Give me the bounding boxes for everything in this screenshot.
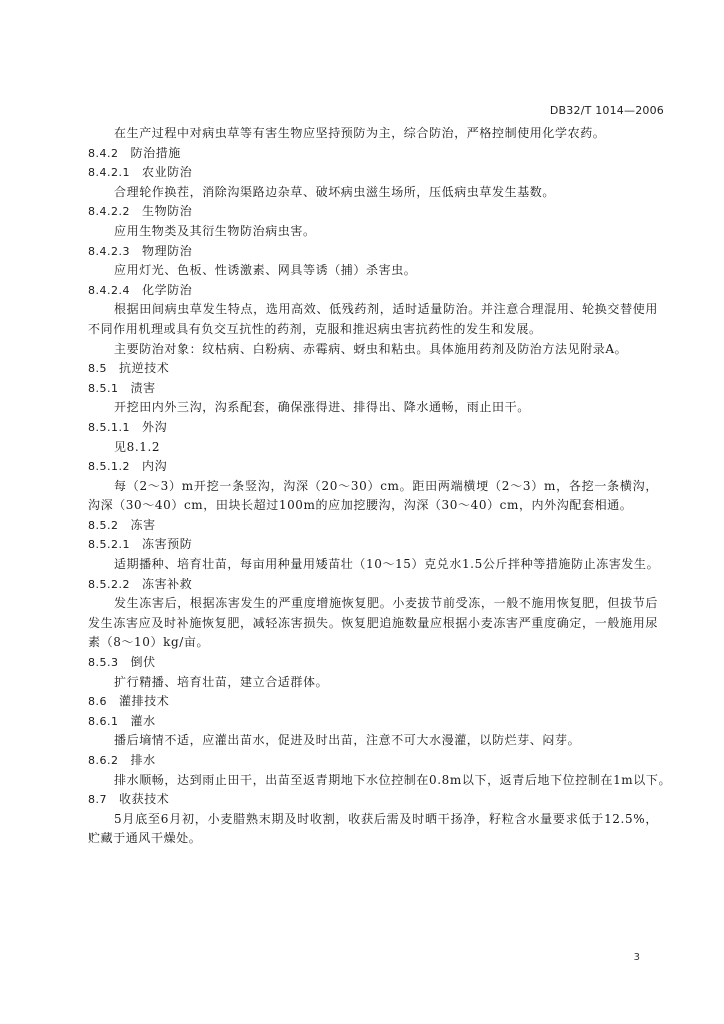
section-number: 8.5.2.2 bbox=[88, 577, 130, 591]
body-line: 开挖田内外三沟，沟系配套，确保涨得进、排得出、降水通畅，雨止田干。 bbox=[114, 400, 530, 415]
section-heading bbox=[88, 242, 658, 262]
section-title: 排水 bbox=[130, 753, 156, 767]
section-title: 渍害 bbox=[130, 380, 156, 395]
body-line: 在生产过程中对病虫草等有害生物应坚持预防为主，综合防治，严格控制使用化学农药。 bbox=[114, 126, 606, 140]
section-title: 抗逆技术 bbox=[119, 361, 170, 376]
section-number: 8.7 bbox=[88, 793, 107, 807]
section-heading bbox=[88, 535, 658, 555]
section-heading bbox=[88, 790, 658, 810]
section-heading bbox=[88, 575, 658, 595]
section-title: 冻害 bbox=[130, 517, 156, 532]
body-paragraph: 每（2～3）m开挖一条竖沟，沟深（20～30）cm。距田两端横埂（2～3）m，各挖一条横沟，沟深（30～40）cm，田块长超过100m的应加挖腰沟，沟深（30～40）cm，内外沟配套相通。 bbox=[88, 478, 658, 513]
section-number: 8.5.3 bbox=[88, 656, 119, 670]
body-line: 合理轮作换茬，消除沟渠路边杂草、破坏病虫滋生场所，压低病虫草发生基数。 bbox=[114, 184, 556, 199]
section-number: 8.4.2 bbox=[88, 146, 119, 160]
section-heading bbox=[88, 281, 658, 301]
section-title: 收获技术 bbox=[119, 792, 170, 807]
section-number: 8.5 bbox=[88, 362, 107, 376]
section-heading bbox=[88, 516, 658, 536]
body-line: 播后墒情不适，应灌出苗水，促进及时出苗，注意不可大水漫灌，以防烂芽、闷芽。 bbox=[114, 733, 581, 748]
section-heading bbox=[88, 359, 658, 379]
section-heading bbox=[88, 692, 658, 712]
body-paragraph: 根据田间病虫草发生特点，选用高效、低残药剂，适时适量防治。并注意合理混用、轮换交替使用不同作用机理或具有负交互抗性的药剂，克服和推迟病虫害抗药性的发生和发展。 bbox=[88, 302, 658, 336]
section-number: 8.6.1 bbox=[88, 714, 119, 728]
section-heading bbox=[88, 653, 658, 673]
document-body bbox=[88, 124, 672, 849]
section-heading bbox=[88, 712, 658, 732]
section-number: 8.4.2.1 bbox=[88, 166, 130, 180]
body-line: 应用生物类及其衍生物防治病虫害。 bbox=[114, 223, 316, 238]
section-heading bbox=[88, 202, 658, 222]
section-heading bbox=[88, 418, 658, 438]
body-line: 适期播种、培育壮苗，每亩用种量用矮苗壮（10～15）克兑水1.5公斤拌种等措施防止冻害发生。 bbox=[114, 557, 660, 572]
section-number: 8.5.1.2 bbox=[88, 460, 130, 474]
standard-code: DB32/T 1014—2006 bbox=[549, 104, 664, 117]
section-title: 生物防治 bbox=[141, 204, 193, 219]
body-line: 见8.1.2 bbox=[114, 439, 161, 454]
body-paragraph: 5月底至6月初，小麦腊熟末期及时收割，收获后需及时晒干扬净，籽粒含水量要求低于12.5%，贮藏于通风干燥处。 bbox=[88, 811, 658, 846]
section-title: 外沟 bbox=[141, 419, 168, 434]
section-heading bbox=[88, 751, 658, 771]
section-heading bbox=[88, 379, 658, 399]
section-title: 化学防治 bbox=[141, 282, 193, 297]
section-number: 8.5.2 bbox=[88, 518, 119, 532]
section-title: 冻害预防 bbox=[141, 537, 193, 552]
section-number: 8.5.2.1 bbox=[88, 538, 130, 552]
section-number: 8.6.2 bbox=[88, 754, 119, 767]
section-title: 内沟 bbox=[141, 459, 168, 474]
section-title: 农业防治 bbox=[141, 165, 193, 180]
body-line: 排水顺畅，达到雨止田干，出苗至返青期地下水位控制在0.8m以下，返青后地下位控制在1m以下。 bbox=[114, 772, 672, 787]
page-number: 3 bbox=[633, 952, 640, 963]
section-number: 8.4.2.2 bbox=[88, 205, 130, 219]
section-heading bbox=[88, 457, 658, 477]
section-heading bbox=[88, 144, 658, 164]
section-number: 8.5.1.1 bbox=[88, 420, 130, 434]
section-number: 8.5.1 bbox=[88, 381, 119, 395]
section-number: 8.4.2.4 bbox=[88, 283, 130, 297]
body-line: 扩行精播、培育壮苗，建立合适群体。 bbox=[114, 674, 329, 689]
section-title: 灌水 bbox=[130, 713, 156, 728]
section-title: 灌排技术 bbox=[119, 694, 170, 709]
body-line: 应用灯光、色板、性诱激素、网具等诱（捕）杀害虫。 bbox=[114, 263, 417, 278]
section-title: 冻害补救 bbox=[141, 576, 193, 591]
body-paragraph: 发生冻害后，根据冻害发生的严重度增施恢复肥。小麦拔节前受冻，一般不施用恢复肥，但拔节后发生冻害应及时补施恢复肥，减轻冻害损失。恢复肥追施数量应根据小麦冻害严重度确定，一般施用尿素（8～10）kg/亩。 bbox=[88, 596, 658, 650]
section-title: 防治措施 bbox=[130, 145, 181, 160]
section-title: 物理防治 bbox=[141, 243, 193, 258]
section-title: 倒伏 bbox=[130, 655, 156, 670]
section-number: 8.4.2.3 bbox=[88, 244, 130, 258]
section-heading bbox=[88, 163, 658, 183]
section-number: 8.6 bbox=[88, 695, 107, 709]
body-line: 主要防治对象：纹枯病、白粉病、赤霉病、蚜虫和粘虫。具体施用药剂及防治方法见附录A。 bbox=[114, 341, 628, 356]
